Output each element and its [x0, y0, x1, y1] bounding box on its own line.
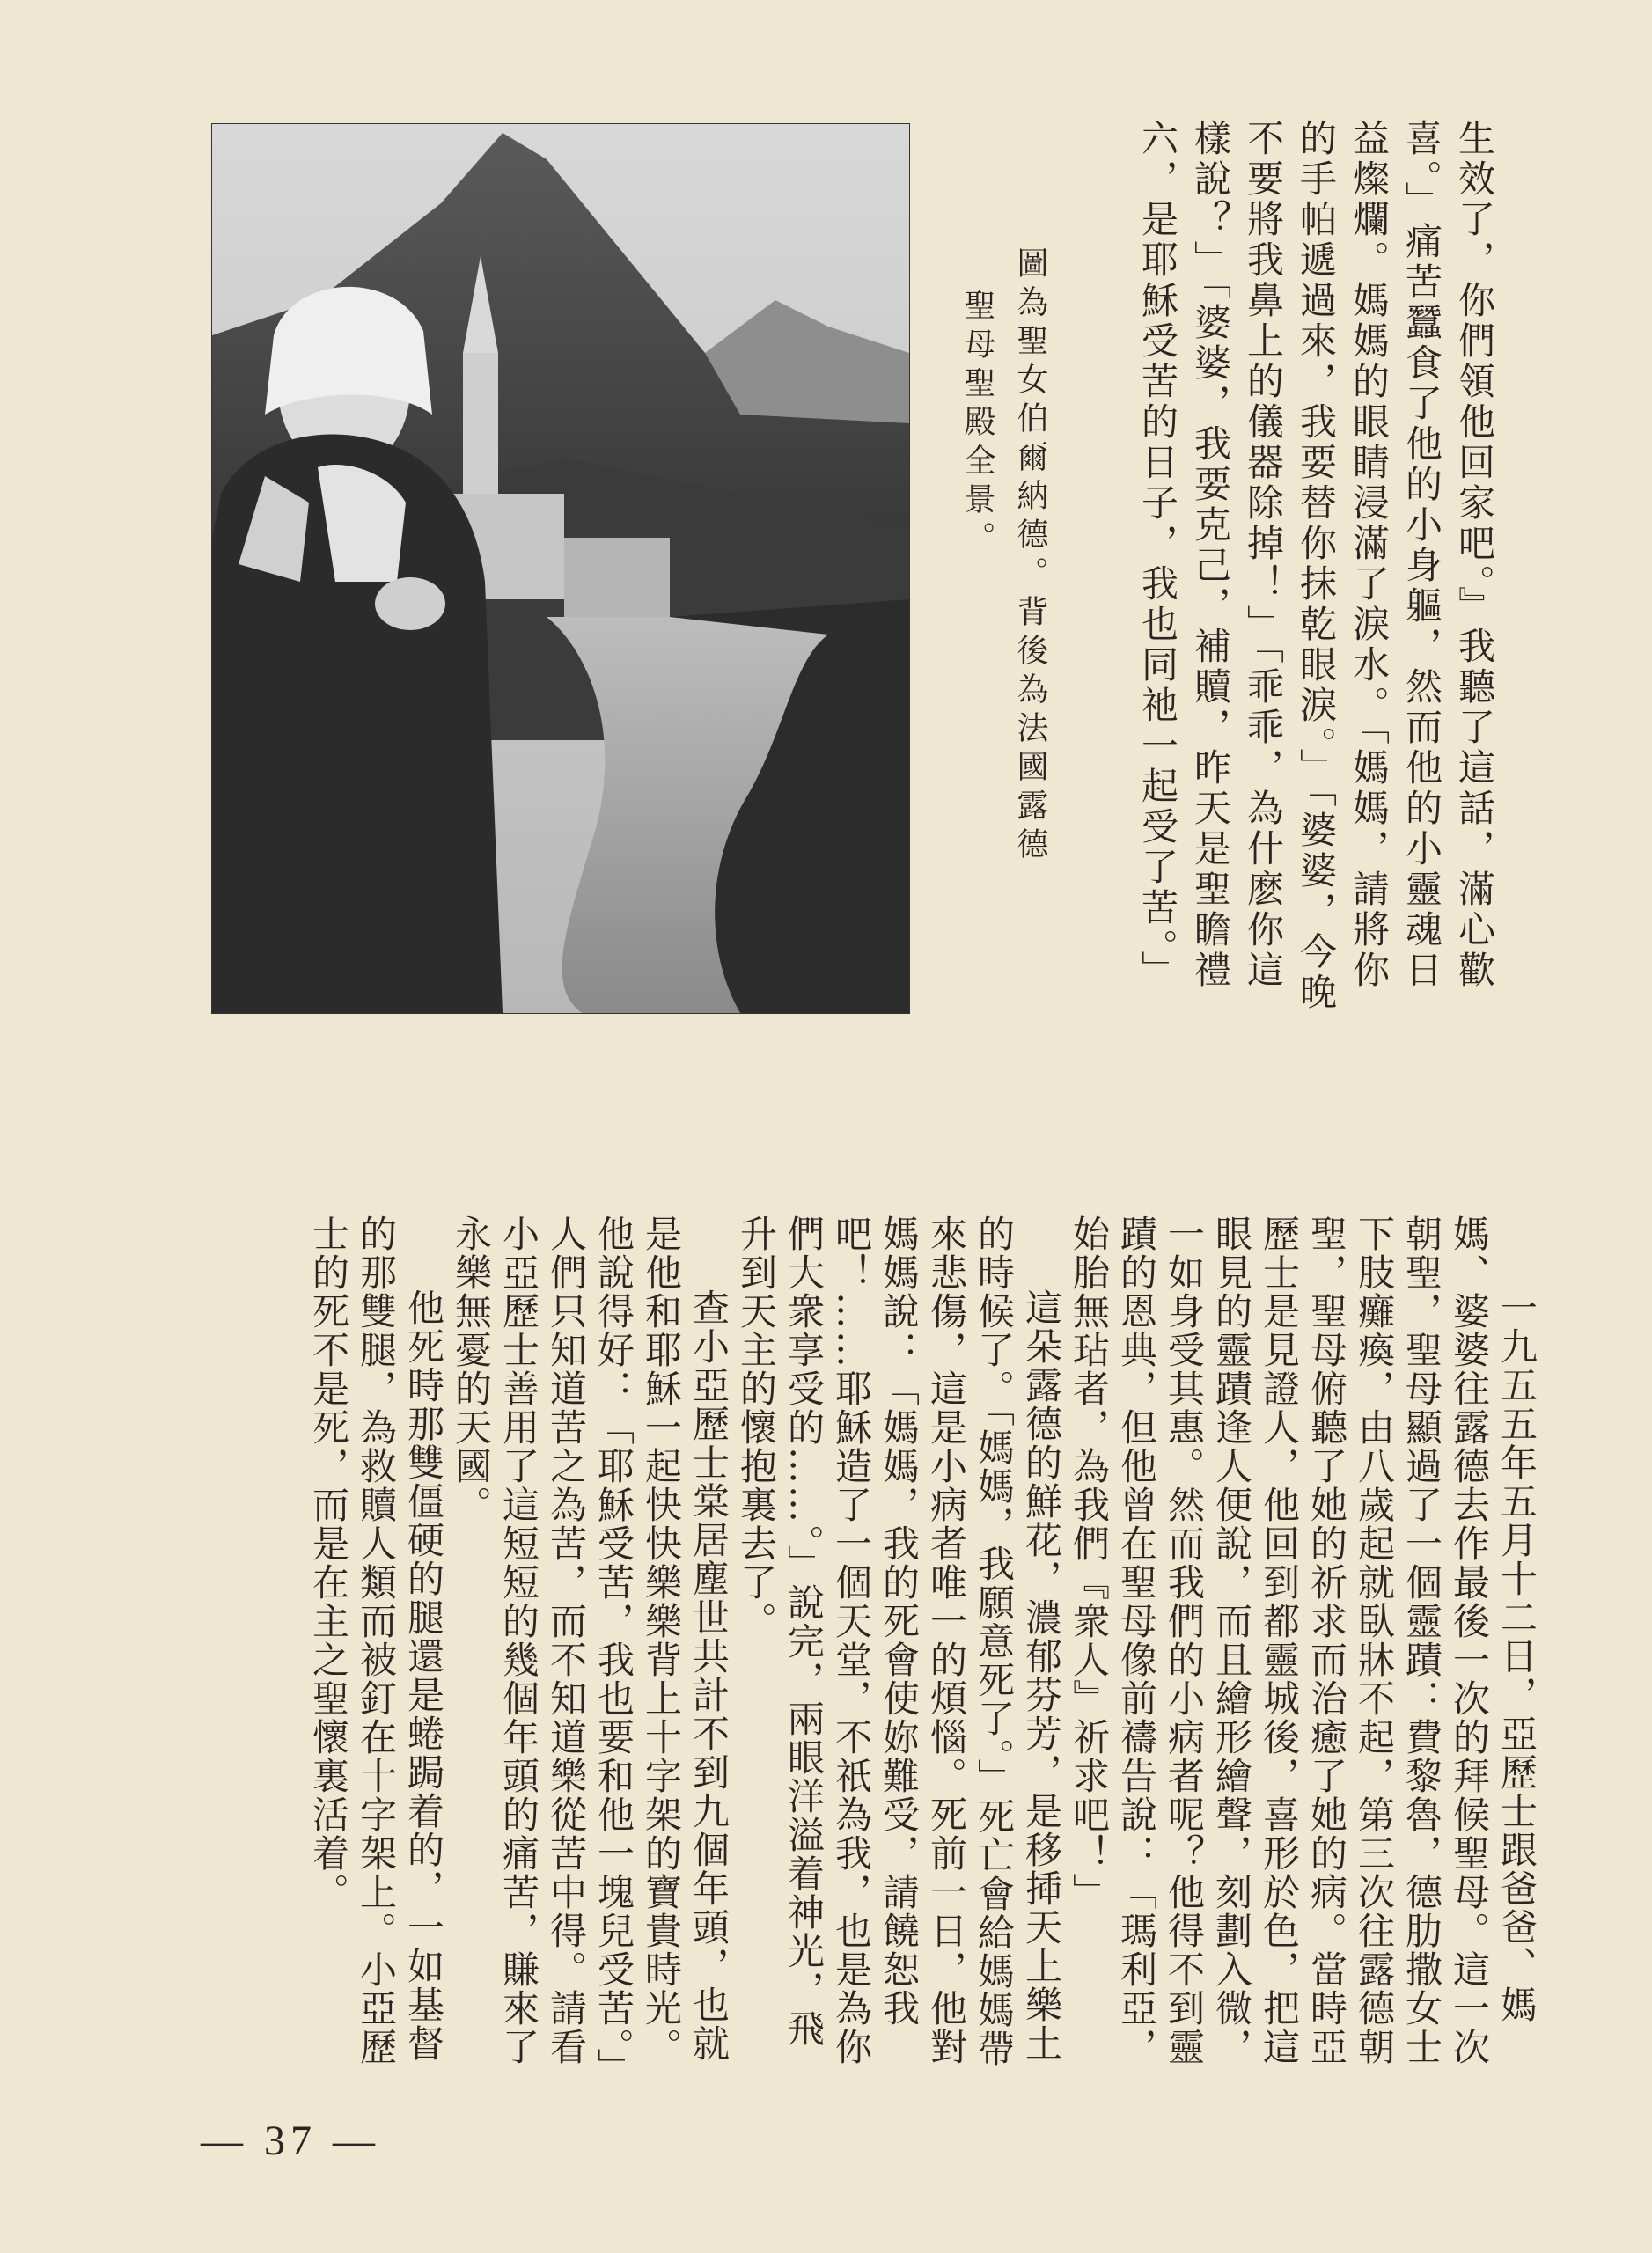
paragraph-3: 查小亞歷士棠居塵世共計不到九個年頭，也就是他和耶穌一起快快樂樂背上十字架的寶貴時光。他說得好：「耶穌受苦，我也要和他一塊兒受苦。」人們只知道苦之為苦，而不知道樂從苦中得。請看小亞歷士善用了這短短的幾個年頭的痛苦，賺來了永樂無憂的天國。 [450, 1215, 731, 2068]
bottom-article [198, 1215, 1540, 2073]
caption-line-2: 聖母聖殿全景。 [959, 289, 995, 560]
top-paragraph: 生效了，你們領他回家吧。』我聽了這話，滿心歡喜。」痛苦蠶食了他的小身軀，然而他的小靈魂日益燦爛。媽媽的眼睛浸滿了淚水。「媽媽，請將你的手帕遞過來，我要替你抹乾眼淚。」「婆婆，今晚不要將我鼻上的儀器除掉！」「乖乖，為什麽你這樣說？」「婆婆，我要克己，補贖，昨天是聖瞻禮六，是耶穌受苦的日子，我也同祂一起受了苦。」 [1136, 119, 1496, 1013]
caption-line-1: 圖為聖女伯爾納德。背後為法國露德 [1012, 246, 1048, 866]
paragraph-2: 這朵露德的鮮花，濃郁芬芳，是移揷天上樂土的時候了。「媽媽，我願意死了。」死亡會給媽媽帶來悲傷，這是小病者唯一的煩惱。死前一日，他對媽媽說：「媽媽，我的死會使妳難受，請饒恕我吧！……耶穌造了一個天堂，不祇為我，也是為你們大衆享受的……。」說完，兩眼洋溢着神光，飛升到天主的懷抱裏去了。 [735, 1215, 1063, 2068]
paragraph-4: 他死時那雙僵硬的腿還是蜷跼着的，一如基督的那雙腿，為救贖人類而被釘在十字架上。小亞歷士的死不是死，而是在主之聖懷裏活着。 [307, 1215, 445, 2066]
photo-saint-bernadette-lourdes [211, 123, 910, 1014]
page-number: — 37 — [201, 2117, 380, 2164]
photo-caption [924, 246, 1056, 950]
paragraph-1: 一九五五年五月十二日，亞歷士跟爸爸、媽媽、婆婆往露德去作最後一次的拜候聖母。這一次朝聖，聖母顯過了一個靈蹟：費黎魯，德肋撒女士下肢癱瘓，由八歲起就臥牀不起，第三次往露德朝聖，聖母俯聽了她的祈求而治癒了她的病。當時亞歷士是見證人，他回到都靈城後，喜形於色，把這眼見的靈蹟逢人便說，而且繪形繪聲，刻劃入微，一如身受其惠。然而我們的小病者呢？他得不到靈蹟的恩典，但他曾在聖母像前禱告說：「瑪利亞，始胎無玷者，為我們『衆人』祈求吧！」 [1068, 1215, 1538, 2066]
